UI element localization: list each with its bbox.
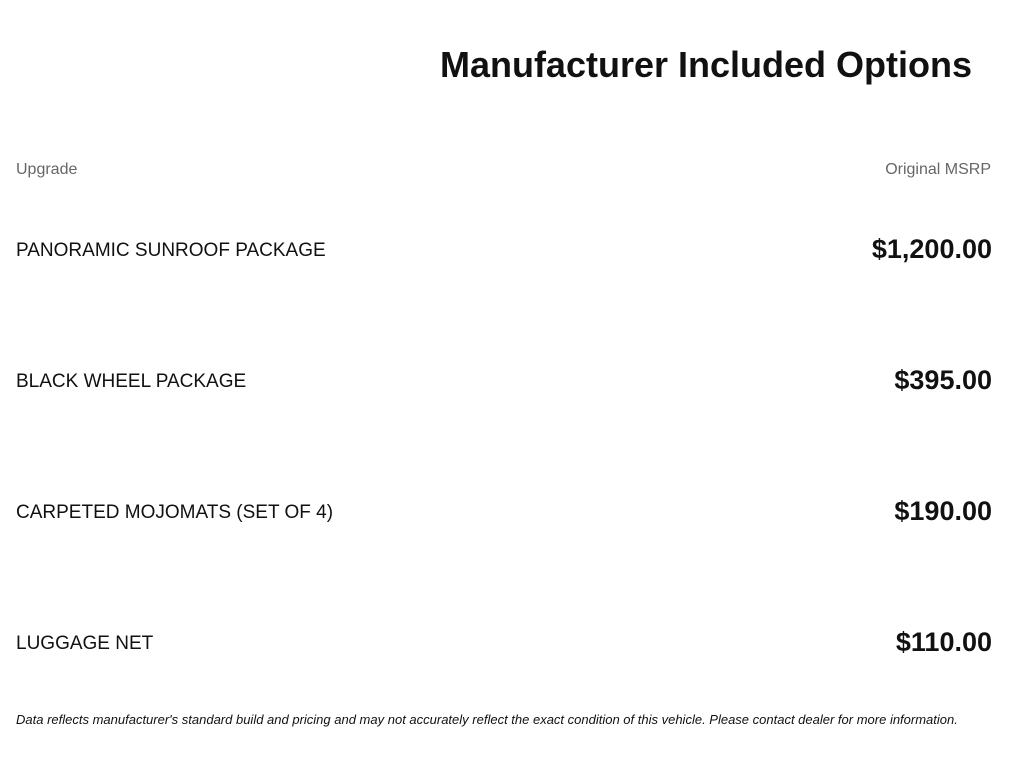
disclaimer-text: Data reflects manufacturer's standard build and pricing and may not accurately reflect the exact condition of this vehicle. Please contact dealer for more information.: [16, 712, 958, 727]
option-price: $110.00: [895, 627, 992, 657]
option-price: $395.00: [894, 365, 992, 395]
option-name: BLACK WHEEL PACKAGE: [16, 371, 247, 392]
option-row: [16, 482, 992, 613]
option-name: PANORAMIC SUNROOF PACKAGE: [16, 240, 326, 261]
option-name: LUGGAGE NET: [16, 633, 154, 654]
option-name: CARPETED MOJOMATS (SET OF 4): [16, 502, 334, 523]
msrp-column-header: Original MSRP: [885, 161, 991, 178]
option-price: $1,200.00: [871, 234, 992, 264]
options-list: [16, 220, 992, 744]
page-title: Manufacturer Included Options: [439, 44, 972, 85]
option-row: [16, 351, 992, 482]
upgrade-column-header: Upgrade: [16, 161, 78, 178]
option-row: [16, 220, 992, 351]
option-price: $190.00: [894, 496, 992, 526]
